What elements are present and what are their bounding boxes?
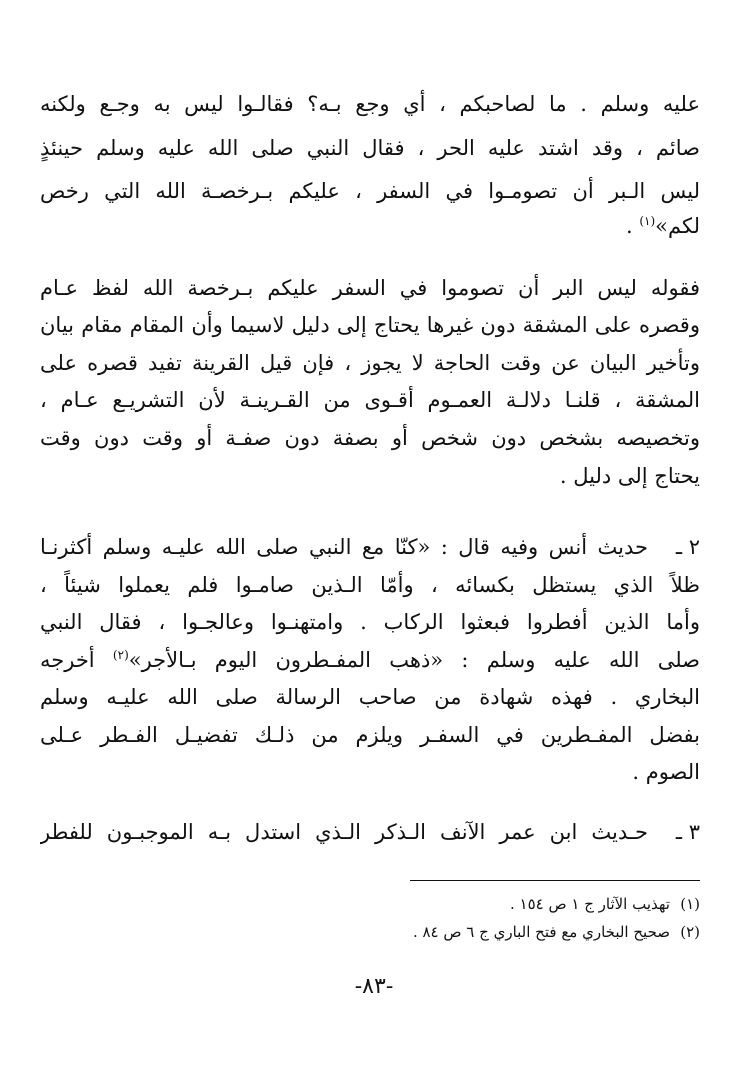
paragraph-1-end-mark: . xyxy=(625,214,633,238)
paragraph-1-line-4 xyxy=(40,206,700,246)
item-2-line-7: الصوم . xyxy=(632,760,700,784)
paragraph-2-line-3: وتأخير البيان عن وقت الحاجة لا يجوز ، فإن قيل القرينة تفيد قصره على xyxy=(40,351,700,375)
item-2-line-3: وأما الذين أفطروا فبعثوا الركاب . وامتهنـوا وعالجـوا ، فقال النبي xyxy=(40,610,700,634)
paragraph-2-line-2: وقصره على المشقة دون غيرها يحتاج إلى دليل لاسيما وأن المقام مقام بيان xyxy=(40,313,700,337)
paragraph-1-line-3: ليس الـبر أن تصومـوا في السفر ، عليكم بـرخصـة الله التي رخص xyxy=(40,179,700,203)
item-2-line-4 xyxy=(40,640,700,680)
item-2-line-2: ظلاً الذي يستظل بكسائه ، وأمّا الـذين صامـوا فلم يعملوا شيئاً ، xyxy=(40,573,700,597)
item-2-number: ٢ ـ xyxy=(675,535,700,559)
item-2-line-1: حديث أنس وفيه قال : «كنّا مع النبي صلى الله عليـه وسلم أكثرنـا xyxy=(40,535,648,559)
item-2-line-6: بفضل المفـطرين في السفـر ويلزم من ذلـك تفضيـل الفـطر عـلى xyxy=(40,723,700,747)
page-number: -٨٣- xyxy=(354,974,394,999)
footnote-marker-2: (٢) xyxy=(112,648,129,662)
paragraph-2-line-6: يحتاج إلى دليل . xyxy=(559,464,700,488)
paragraph-2-line-4: المشقة ، قلنـا دلالـة العمـوم أقـوى من القـرينـة لأن التشريـع عـام ، xyxy=(40,388,700,412)
item-2-line-4-end: أخرجه xyxy=(40,648,95,672)
footnote-divider xyxy=(410,880,700,881)
paragraph-1-line-2: صائم ، وقد اشتد عليه الحر ، فقال النبي صلى الله عليه وسلم حينئذٍ xyxy=(40,136,700,160)
item-2-line-5: البخاري . فهذه شهادة من صاحب الرسالة صلى الله عليـه وسلم xyxy=(40,685,700,709)
item-3-line-1: حـديث ابن عمر الآنف الـذكر الـذي استدل بـه الموجبـون للفطر xyxy=(40,820,648,844)
item-3-number: ٣ ـ xyxy=(675,820,700,844)
footnote-marker-1: (١) xyxy=(639,214,656,228)
paragraph-1-line-4-text: لكم» xyxy=(655,214,700,238)
paragraph-2-line-1: فقوله ليس البر أن تصوموا في السفر عليكم بـرخصة الله لفظ عـام xyxy=(40,276,700,300)
paragraph-1-line-1: عليه وسلم . ما لصاحبكم ، أي وجع بـه؟ فقالـوا ليس به وجـع ولكنه xyxy=(40,92,700,116)
item-2-line-4-text: صلى الله عليه وسلم : «ذهب المفـطرون اليوم بـالأجر» xyxy=(128,648,700,672)
footnote-1-text: تهذيب الآثار ج ١ ص ١٥٤ . xyxy=(509,895,670,913)
footnote-2-text: صحيح البخاري مع فتح الباري ج ٦ ص ٨٤ . xyxy=(412,923,670,941)
footnote-2-number: (٢) xyxy=(680,923,700,941)
paragraph-2-line-5: وتخصيصه بشخص دون شخص أو بصفة دون صفـة أو وقت دون وقت xyxy=(40,426,700,450)
footnote-1-number: (١) xyxy=(680,895,700,913)
